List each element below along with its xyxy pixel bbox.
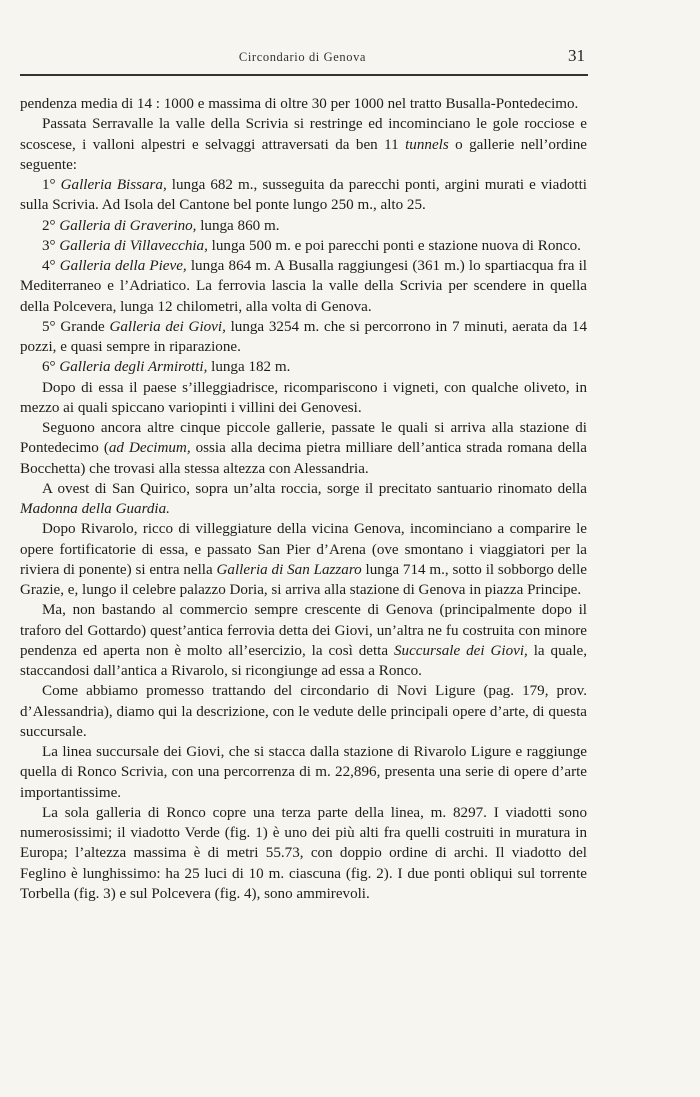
gallery-item-2 [20, 216, 587, 236]
paragraph: pendenza media di 14 : 1000 e massima di oltre 30 per 1000 nel tratto Busalla-Pontedecimo. [20, 96, 579, 112]
text-run: lunga 714 m., sotto il sobborgo delle Grazie, e, lungo il celebre palazzo Doria, si arriva alla stazione di Genova in piazza Principe. [20, 561, 588, 598]
text-run: lunga 3254 m. che si percorrono in 7 minuti, aerata da 14 pozzi, e quasi sempre in riparazione. [20, 318, 587, 355]
italic-term: Madonna della Guardia. [20, 501, 170, 517]
item-number: 2° [42, 217, 60, 234]
gallery-item-5 [20, 317, 587, 358]
paragraph [20, 600, 587, 681]
item-number: 5° Grande [42, 318, 110, 335]
text-run: o gallerie nell’ordine seguente: [20, 136, 587, 173]
paragraph [20, 519, 587, 600]
paragraph: Come abbiamo promesso trattando del circondario di Novi Ligure (pag. 179, prov. d’Alessandria), diamo qui la descrizione, con le vedute delle principali opere d’arte, di questa succursale. [20, 683, 587, 740]
text-run: ossia alla decima pietra milliare dell’antica strada romana della Bocchetta) che trovasi alla stessa altezza con Alessandria. [20, 440, 587, 477]
text-run: lunga 682 m., susseguita da parecchi ponti, argini murati e viadotti sulla Scrivia. Ad Isola del Cantone bel ponte lungo 250 m., alto 25. [20, 177, 587, 214]
item-number: 1° [42, 177, 61, 193]
text-run: lunga 500 m. e poi parecchi ponti e stazione nuova di Ronco. [207, 237, 581, 254]
paragraph: La linea succursale dei Giovi, che si stacca dalla stazione di Rivarolo Ligure e raggiunge quella di Ronco Scrivia, con una percorrenza di m. 22,896, presenta una serie di opere d’arte importantissime. [20, 744, 587, 801]
paragraph: La sola galleria di Ronco copre una terza parte della linea, m. 8297. I viadotti sono numerosissimi; il viadotto Verde (fig. 1) è uno dei più alti fra quelli costruiti in muratura in Europa; l’altezza massima è di metri 55.73, con doppio ordine di archi. Il viadotto del Feglino è lunghissimo: ha 25 luci di 10 m. ciascuna (fig. 2). I due ponti obliqui sul torrente Torbella (fig. 3) e sul Polcevera (fig. 4), sono ammirevoli. [20, 804, 587, 902]
text-run: lunga 864 m. A Busalla raggiungesi (361 m.) lo spartiacqua fra il Mediterraneo e l’Adriatico. La ferrovia lascia la valle della Scrivia per scendere in quella della Polcevera, lunga 12 chilometri, alla volta di Genova. [20, 258, 587, 315]
running-title: Circondario di Genova [238, 50, 367, 64]
item-number: 6° [42, 359, 60, 376]
gallery-item-1 [20, 175, 587, 216]
paragraph [20, 479, 587, 520]
italic-term: Galleria di San Lazzaro [216, 561, 362, 578]
text-run: Passata Serravalle la valle della Scrivia si restringe ed incominciano le gole rocciose e scoscese, i valloni alpestri e selvaggi attraversati da ben 11 [20, 116, 587, 153]
italic-term: tunnels [405, 136, 449, 153]
gallery-name: Galleria degli Armirotti, [59, 359, 208, 376]
gallery-name: Galleria della Pieve, [59, 258, 187, 274]
body-text [20, 94, 587, 904]
text-run: lunga 860 m. [196, 217, 280, 234]
text-run: Dopo Rivarolo, ricco di villeggiature della vicina Genova, incominciano a comparire le opere fortificatorie di essa, e passato San Pier d’Arena (ove smontano i viaggiatori per la riviera di ponente) si entra nella [20, 521, 587, 578]
gallery-name: Galleria dei Giovi, [109, 318, 226, 335]
text-run: la quale, staccandosi dall’antica a Rivarolo, si ricongiunge ad essa a Ronco. [20, 642, 587, 679]
item-number: 4° [42, 258, 60, 274]
text-run: A ovest di San Quirico, sopra un’alta roccia, sorge il precitato santuario rinomato della [42, 480, 587, 497]
gallery-item-3 [20, 236, 587, 256]
gallery-item-6 [20, 357, 587, 377]
text-run: lunga 182 m. [207, 359, 291, 376]
gallery-name: Galleria Bissara, [60, 177, 167, 193]
paragraph: Dopo di essa il paese s’illeggiadrisce, ricompariscono i vigneti, con qualche oliveto, in mezzo ai quali spiccano variopinti i villini dei Genovesi. [20, 379, 587, 416]
page-number: 31 [568, 46, 585, 65]
text-run: Ma, non bastando al commercio sempre crescente di Genova (principalmente dopo il traforo del Gottardo) quest’antica ferrovia detta dei Giovi, un’altra ne fu costruita con minore pendenza ed aperta non è molto all’esercizio, la così detta [20, 602, 587, 659]
gallery-name: Galleria di Graverino, [59, 217, 197, 234]
text-run: Seguono ancora altre cinque piccole gallerie, passate le quali si arriva alla stazione di Pontedecimo ( [20, 420, 587, 457]
header-rule [20, 74, 588, 76]
italic-term: ad Decimum, [108, 440, 191, 457]
gallery-item-4 [20, 256, 587, 317]
italic-term: Succursale dei Giovi, [393, 642, 528, 659]
paragraph [20, 114, 587, 175]
paragraph [20, 418, 587, 479]
gallery-name: Galleria di Villavecchia, [59, 237, 208, 254]
item-number: 3° [42, 237, 60, 254]
